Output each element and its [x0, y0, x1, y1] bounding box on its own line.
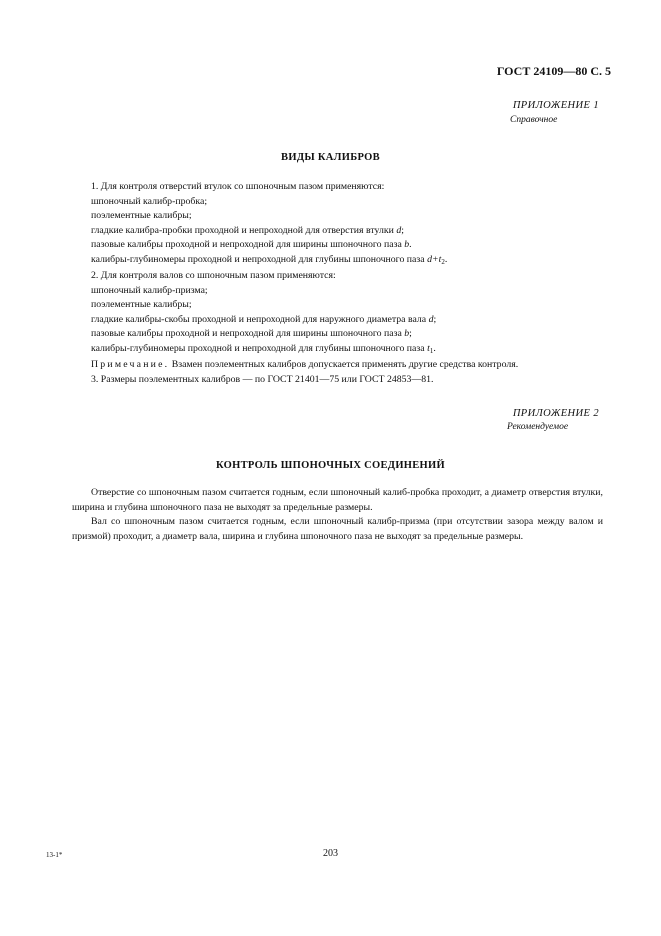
text-line: 2. Для контроля валов со шпоночным пазом применяются: — [91, 270, 336, 281]
text-line — [91, 253, 518, 270]
text-segment: пазовые калибры проходной и непроходной для ширины шпоночного паза — [91, 239, 405, 250]
subscript: 1 — [429, 346, 434, 355]
annex2-title: ПРИЛОЖЕНИЕ 2 — [512, 408, 599, 419]
text-segment: калибры-глубиномеры проходной и непроходной для глубины шпоночного паза — [91, 342, 428, 354]
variable-d: d — [428, 313, 434, 325]
section1-heading: ВИДЫ КАЛИБРОВ — [281, 152, 380, 163]
text-line — [91, 327, 518, 342]
text-line: шпоночный калибр-призма; — [91, 284, 208, 296]
text-segment: гладкие калибра-пробки проходной и непроходной для отверстия втулки — [91, 224, 397, 236]
note-label: Примечание. — [91, 359, 170, 370]
text-segment: пазовые калибры проходной и непроходной для ширины шпоночного паза — [91, 328, 405, 339]
annex1-subtitle: Справочное — [510, 115, 558, 125]
text-segment: . — [433, 342, 436, 354]
text-line: 3. Размеры поэлементных калибров — по ГОСТ 21401—75 или ГОСТ 24853—81. — [91, 373, 434, 385]
text-line: шпоночный калибр-пробка; — [91, 195, 208, 207]
note-text: Взамен поэлементных калибров допускается применять другие средства контроля. — [169, 359, 519, 370]
section2-heading: КОНТРОЛЬ ШПОНОЧНЫХ СОЕДИНЕНИЙ — [216, 460, 445, 471]
footer-code: 13-1* — [46, 851, 63, 859]
text-line: поэлементные калибры; — [91, 299, 192, 310]
subscript: 2 — [441, 257, 445, 266]
annex2-subtitle: Рекомендуемое — [507, 422, 569, 432]
text-segment: калибры-глубиномеры проходной и непроходной для глубины шпоночного паза — [91, 253, 428, 265]
variable-b: b — [404, 239, 410, 250]
text-segment: . — [444, 253, 448, 265]
annex1-title: ПРИЛОЖЕНИЕ 1 — [512, 100, 599, 111]
text-line — [91, 238, 518, 253]
section1-body — [91, 180, 518, 387]
text-segment: ; — [433, 313, 437, 325]
text-line — [91, 342, 518, 359]
text-line: 1. Для контроля отверстий втулок со шпоночным пазом применяются: — [91, 181, 385, 192]
text-segment: ; — [401, 224, 404, 236]
variable-d-plus-t: d+t — [427, 253, 442, 265]
paragraph: Вал со шпоночным пазом считается годным, если шпоночный калибр-призма (при отсутствии зазора между валом и призмой) проходит, а диаметр вала, ширина и глубина шпоночного паза не выходят за предельные размеры. — [72, 516, 603, 542]
paragraph: Отверстие со шпоночным пазом считается годным, если шпоночный калиб-пробка проходит, а диаметр отверстия втулки, ширина и глубина шпоночного паза не выходят за предельные размеры. — [72, 487, 603, 513]
text-segment: гладкие калибры-скобы проходной и непроходной для наружного диаметра вала — [91, 313, 429, 325]
variable-d: d — [396, 224, 402, 236]
page-number: 203 — [323, 848, 338, 859]
text-line — [91, 224, 518, 239]
text-line — [91, 313, 518, 328]
page-header: ГОСТ 24109—80 С. 5 — [496, 64, 611, 78]
text-line: поэлементные калибры; — [91, 210, 192, 221]
note-line — [91, 358, 518, 373]
variable-t: t — [427, 342, 430, 354]
variable-b: b — [404, 328, 410, 339]
text-segment: . — [409, 239, 412, 250]
text-segment: ; — [409, 328, 412, 339]
